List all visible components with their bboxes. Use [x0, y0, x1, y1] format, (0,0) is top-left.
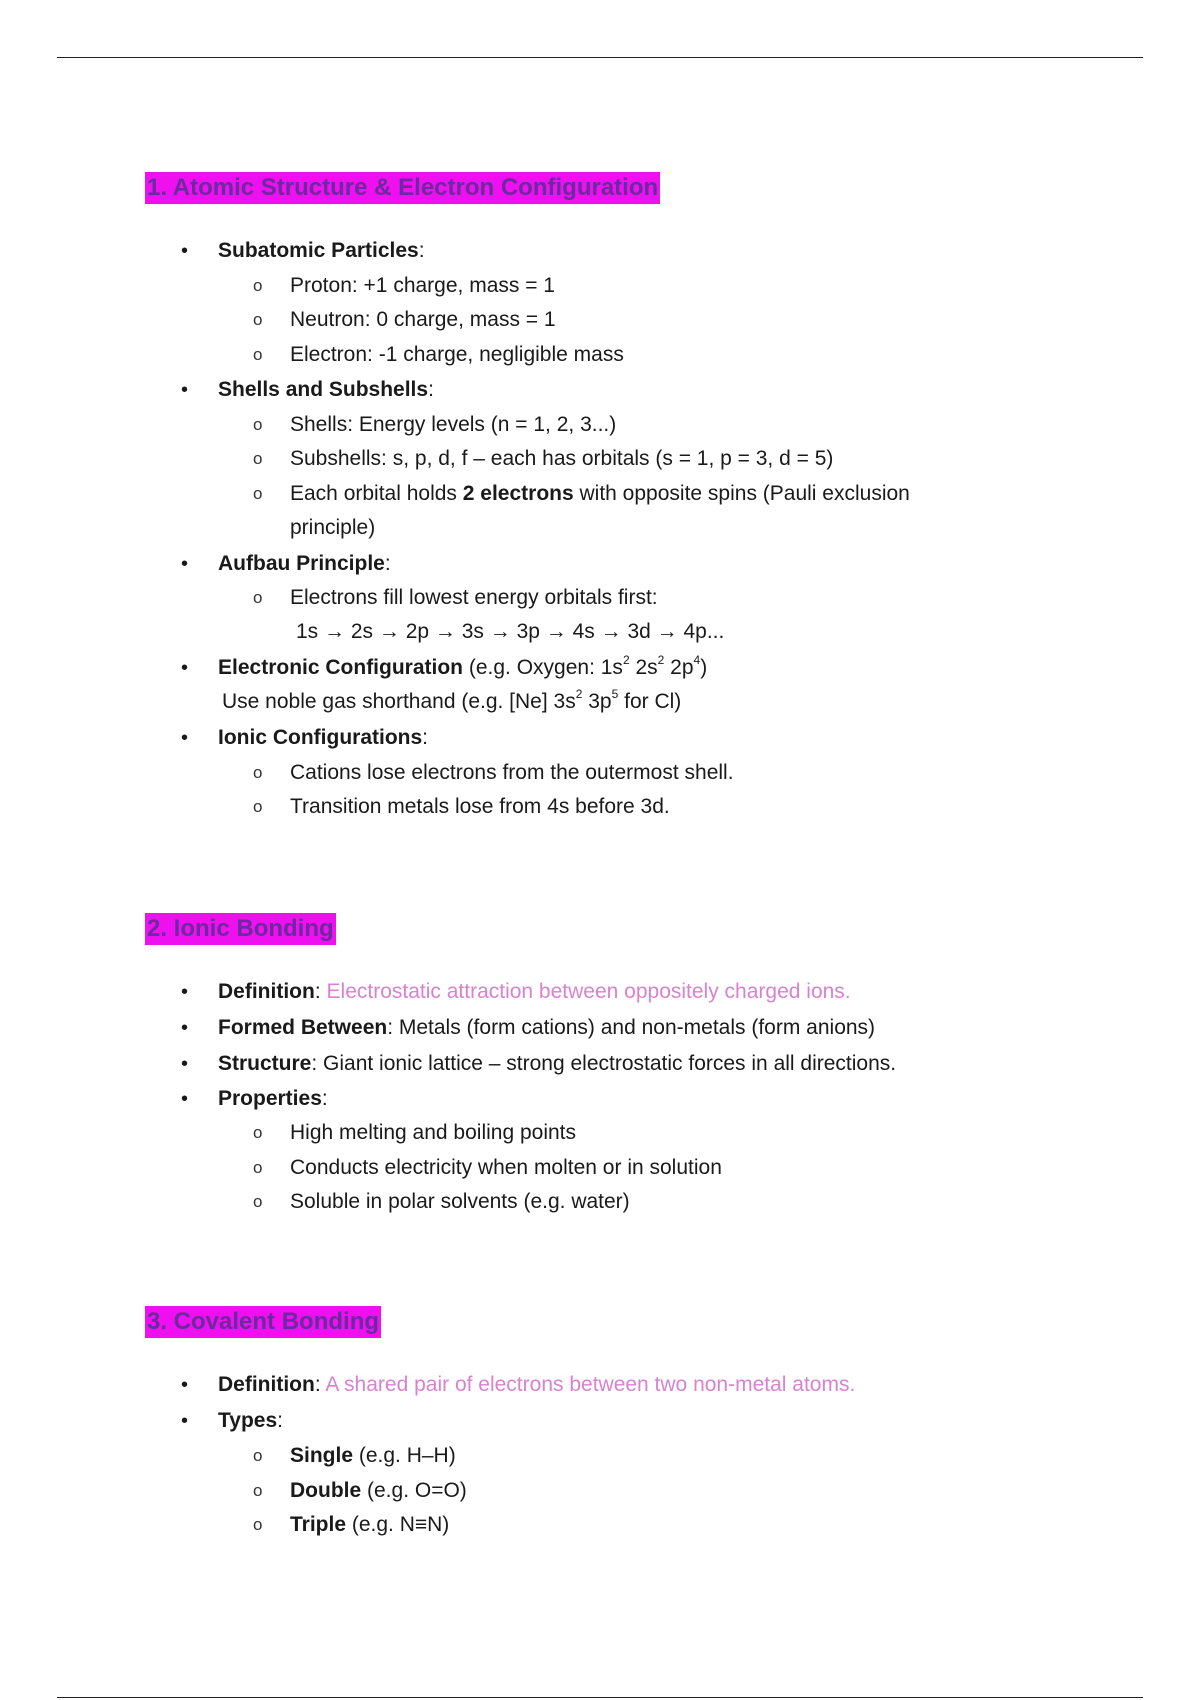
bullet: •: [181, 657, 189, 679]
list-item-electronic-configuration: Electronic Configuration (e.g. Oxygen: $1s^2$ $2s^2$ $2p^4$): [218, 653, 708, 679]
bullet: •: [181, 553, 189, 575]
bullet: •: [181, 1374, 189, 1396]
list-item-ionic-configurations: Ionic Configurations:: [218, 726, 428, 749]
list-item-orbital: Each orbital holds 2 electrons with opposite spins (Pauli exclusion: [290, 482, 910, 505]
list-item-aufbau-rule: Electrons fill lowest energy orbitals first:: [290, 586, 658, 609]
list-item-single-bond: Single (e.g. H–H): [290, 1444, 456, 1467]
list-item-ionic-definition: Definition: Electrostatic attraction between oppositely charged ions.: [218, 980, 851, 1003]
bullet: •: [181, 1017, 189, 1039]
bullet: •: [181, 379, 189, 401]
sub-bullet: o: [253, 310, 263, 329]
sub-bullet: o: [253, 763, 263, 782]
section-heading-covalent-bonding: 3. Covalent Bonding: [145, 1306, 381, 1338]
bullet: •: [181, 1410, 189, 1432]
list-item-conductivity: Conducts electricity when molten or in solution: [290, 1156, 722, 1179]
sub-bullet: o: [253, 588, 263, 607]
list-item-triple-bond: Triple (e.g. N≡N): [290, 1513, 450, 1536]
section-heading-atomic-structure: 1. Atomic Structure & Electron Configuration: [145, 172, 660, 204]
list-item-shells-subshells: Shells and Subshells:: [218, 378, 434, 401]
list-item-formed-between: Formed Between: Metals (form cations) and non-metals (form anions): [218, 1016, 876, 1039]
list-item-double-bond: Double (e.g. O=O): [290, 1479, 467, 1502]
sub-bullet: o: [253, 345, 263, 364]
list-item-neutron: Neutron: 0 charge, mass = 1: [290, 308, 556, 331]
sub-bullet: o: [253, 484, 263, 503]
bullet: •: [181, 240, 189, 262]
list-item-properties: Properties:: [218, 1087, 328, 1110]
list-item-transition-metals: Transition metals lose from 4s before 3d.: [290, 795, 670, 818]
noble-gas-shorthand: Use noble gas shorthand (e.g. [Ne] $3s^2$ $3p^5$ for Cl): [222, 687, 682, 713]
list-item-cations: Cations lose electrons from the outermost shell.: [290, 761, 734, 784]
sub-bullet: o: [253, 1123, 263, 1142]
list-item-electron: Electron: -1 charge, negligible mass: [290, 343, 624, 366]
list-item-subatomic-particles: Subatomic Particles:: [218, 239, 425, 262]
section-heading-ionic-bonding: 2. Ionic Bonding: [145, 913, 336, 945]
list-item-structure: Structure: Giant ionic lattice – strong electrostatic forces in all directions.: [218, 1052, 897, 1075]
sub-bullet: o: [253, 276, 263, 295]
sub-bullet: o: [253, 449, 263, 468]
list-item-melting-points: High melting and boiling points: [290, 1121, 577, 1144]
sub-bullet: o: [253, 415, 263, 434]
list-item-aufbau: Aufbau Principle:: [218, 552, 391, 575]
bullet: •: [181, 1053, 189, 1075]
list-item-subshells: Subshells: s, p, d, f – each has orbitals (s = 1, p = 3, d = 5): [290, 447, 834, 470]
list-item-orbital-continued: principle): [290, 516, 376, 539]
bottom-rule: [57, 1697, 1143, 1698]
list-item-solubility: Soluble in polar solvents (e.g. water): [290, 1190, 630, 1213]
list-item-shells: Shells: Energy levels (n = 1, 2, 3...): [290, 413, 617, 436]
top-rule: [57, 57, 1143, 58]
list-item-covalent-definition: Definition: A shared pair of electrons between two non-metal atoms.: [218, 1373, 856, 1396]
sub-bullet: o: [253, 1192, 263, 1211]
sub-bullet: o: [253, 1446, 263, 1465]
sub-bullet: o: [253, 1515, 263, 1534]
list-item-types: Types:: [218, 1409, 283, 1432]
sub-bullet: o: [253, 797, 263, 816]
aufbau-order: 1s → 2s → 2p → 3s → 3p → 4s → 3d → 4p...: [296, 620, 725, 643]
bullet: •: [181, 727, 189, 749]
sub-bullet: o: [253, 1158, 263, 1177]
bullet: •: [181, 1088, 189, 1110]
bullet: •: [181, 981, 189, 1003]
list-item-proton: Proton: +1 charge, mass = 1: [290, 274, 555, 297]
sub-bullet: o: [253, 1481, 263, 1500]
